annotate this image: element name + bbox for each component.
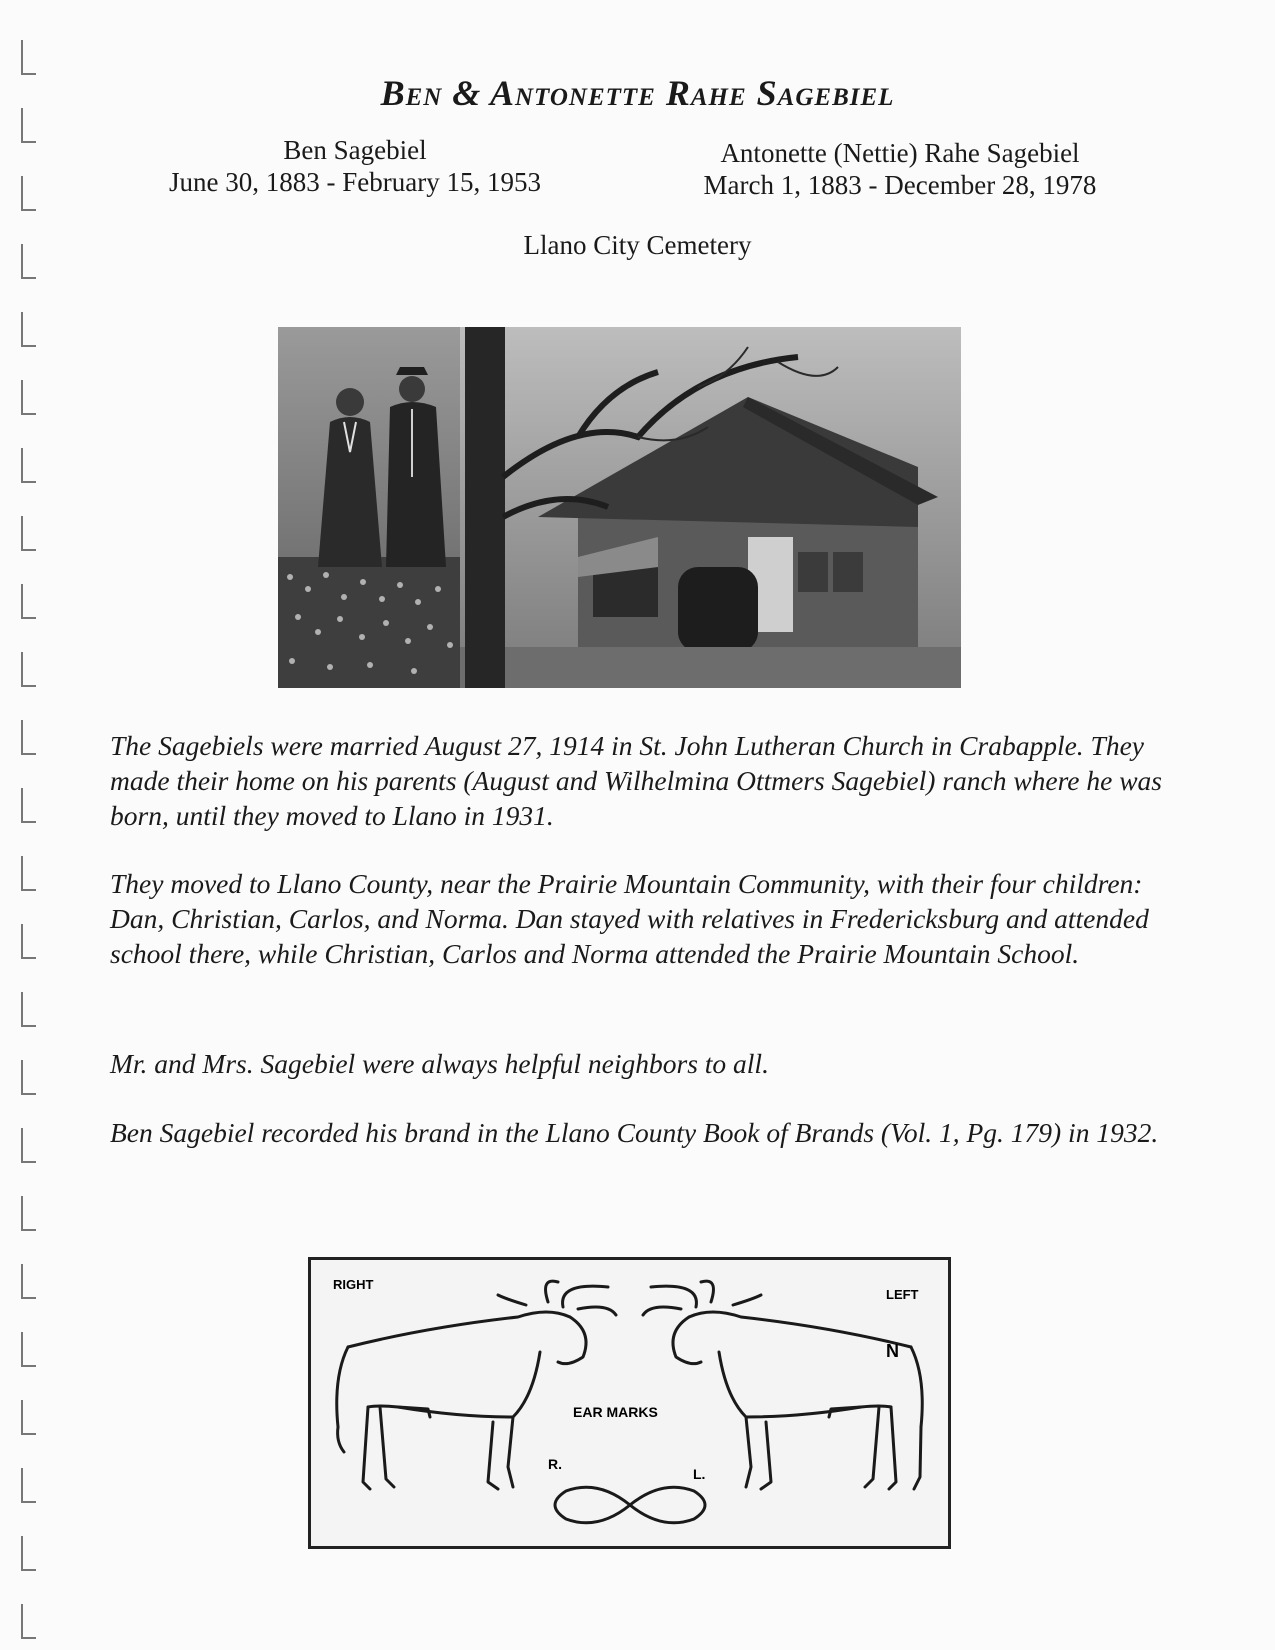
binding-mark <box>22 1264 36 1298</box>
family-photo-collage <box>278 327 961 688</box>
ear-marks-label: EAR MARKS <box>573 1404 658 1420</box>
cemetery-name: Llano City Cemetery <box>523 230 752 260</box>
paragraph-children: They moved to Llano County, near the Prairie Mountain Community, with their four children: Dan, Christian, Carlos, and Norma. Dan stayed with relatives in Fredericksburg and attended school there, while Christian, Carlos and Norma attended the Prairie Mountain School. <box>110 868 1149 969</box>
binding-mark <box>22 720 36 754</box>
binding-mark <box>22 1536 36 1570</box>
binding-mark <box>22 1604 36 1638</box>
antonette-dates: March 1, 1883 - December 28, 1978 <box>703 170 1097 200</box>
binding-mark <box>22 1060 36 1094</box>
house-photo <box>460 327 961 688</box>
binding-mark <box>22 1196 36 1230</box>
antonette-name: Antonette (Nettie) Rahe Sagebiel <box>720 138 1080 168</box>
ben-dates: June 30, 1883 - February 15, 1953 <box>169 167 541 197</box>
antonette-info <box>660 137 1140 201</box>
ben-info <box>130 134 580 198</box>
couple-photo <box>278 327 460 688</box>
paragraph-brand: Ben Sagebiel recorded his brand in the Llano County Book of Brands (Vol. 1, Pg. 179) in 1932. <box>110 1117 1159 1148</box>
binding-mark <box>22 992 36 1026</box>
binding-mark <box>22 176 36 210</box>
right-label: RIGHT <box>333 1277 374 1292</box>
binding-mark <box>22 1400 36 1434</box>
paragraph-marriage: The Sagebiels were married August 27, 1914 in St. John Lutheran Church in Crabapple. They made their home on his parents (August and Wilhelmina Ottmers Sagebiel) ranch where he was born, until they moved to Llano in 1931. <box>110 730 1163 831</box>
binding-mark <box>22 856 36 890</box>
binding-mark <box>22 516 36 550</box>
binding-mark <box>22 380 36 414</box>
cattle-brand-figure <box>308 1257 951 1549</box>
binding-mark <box>22 584 36 618</box>
left-label: LEFT <box>886 1287 919 1302</box>
page-title: Ben & Antonette Rahe Sagebiel <box>380 73 895 113</box>
binding-mark <box>22 448 36 482</box>
binding-mark <box>22 652 36 686</box>
binding-mark <box>22 312 36 346</box>
binding-mark <box>22 40 36 74</box>
l-label: L. <box>693 1466 706 1482</box>
ben-name: Ben Sagebiel <box>283 135 427 165</box>
binding-mark <box>22 1468 36 1502</box>
paragraph-neighbors: Mr. and Mrs. Sagebiel were always helpful neighbors to all. <box>110 1048 769 1079</box>
binding-mark <box>22 1332 36 1366</box>
binding-mark <box>22 924 36 958</box>
binding-mark <box>22 788 36 822</box>
r-label: R. <box>548 1456 562 1472</box>
brand-letter: N <box>886 1341 899 1361</box>
binding-mark <box>22 1128 36 1162</box>
